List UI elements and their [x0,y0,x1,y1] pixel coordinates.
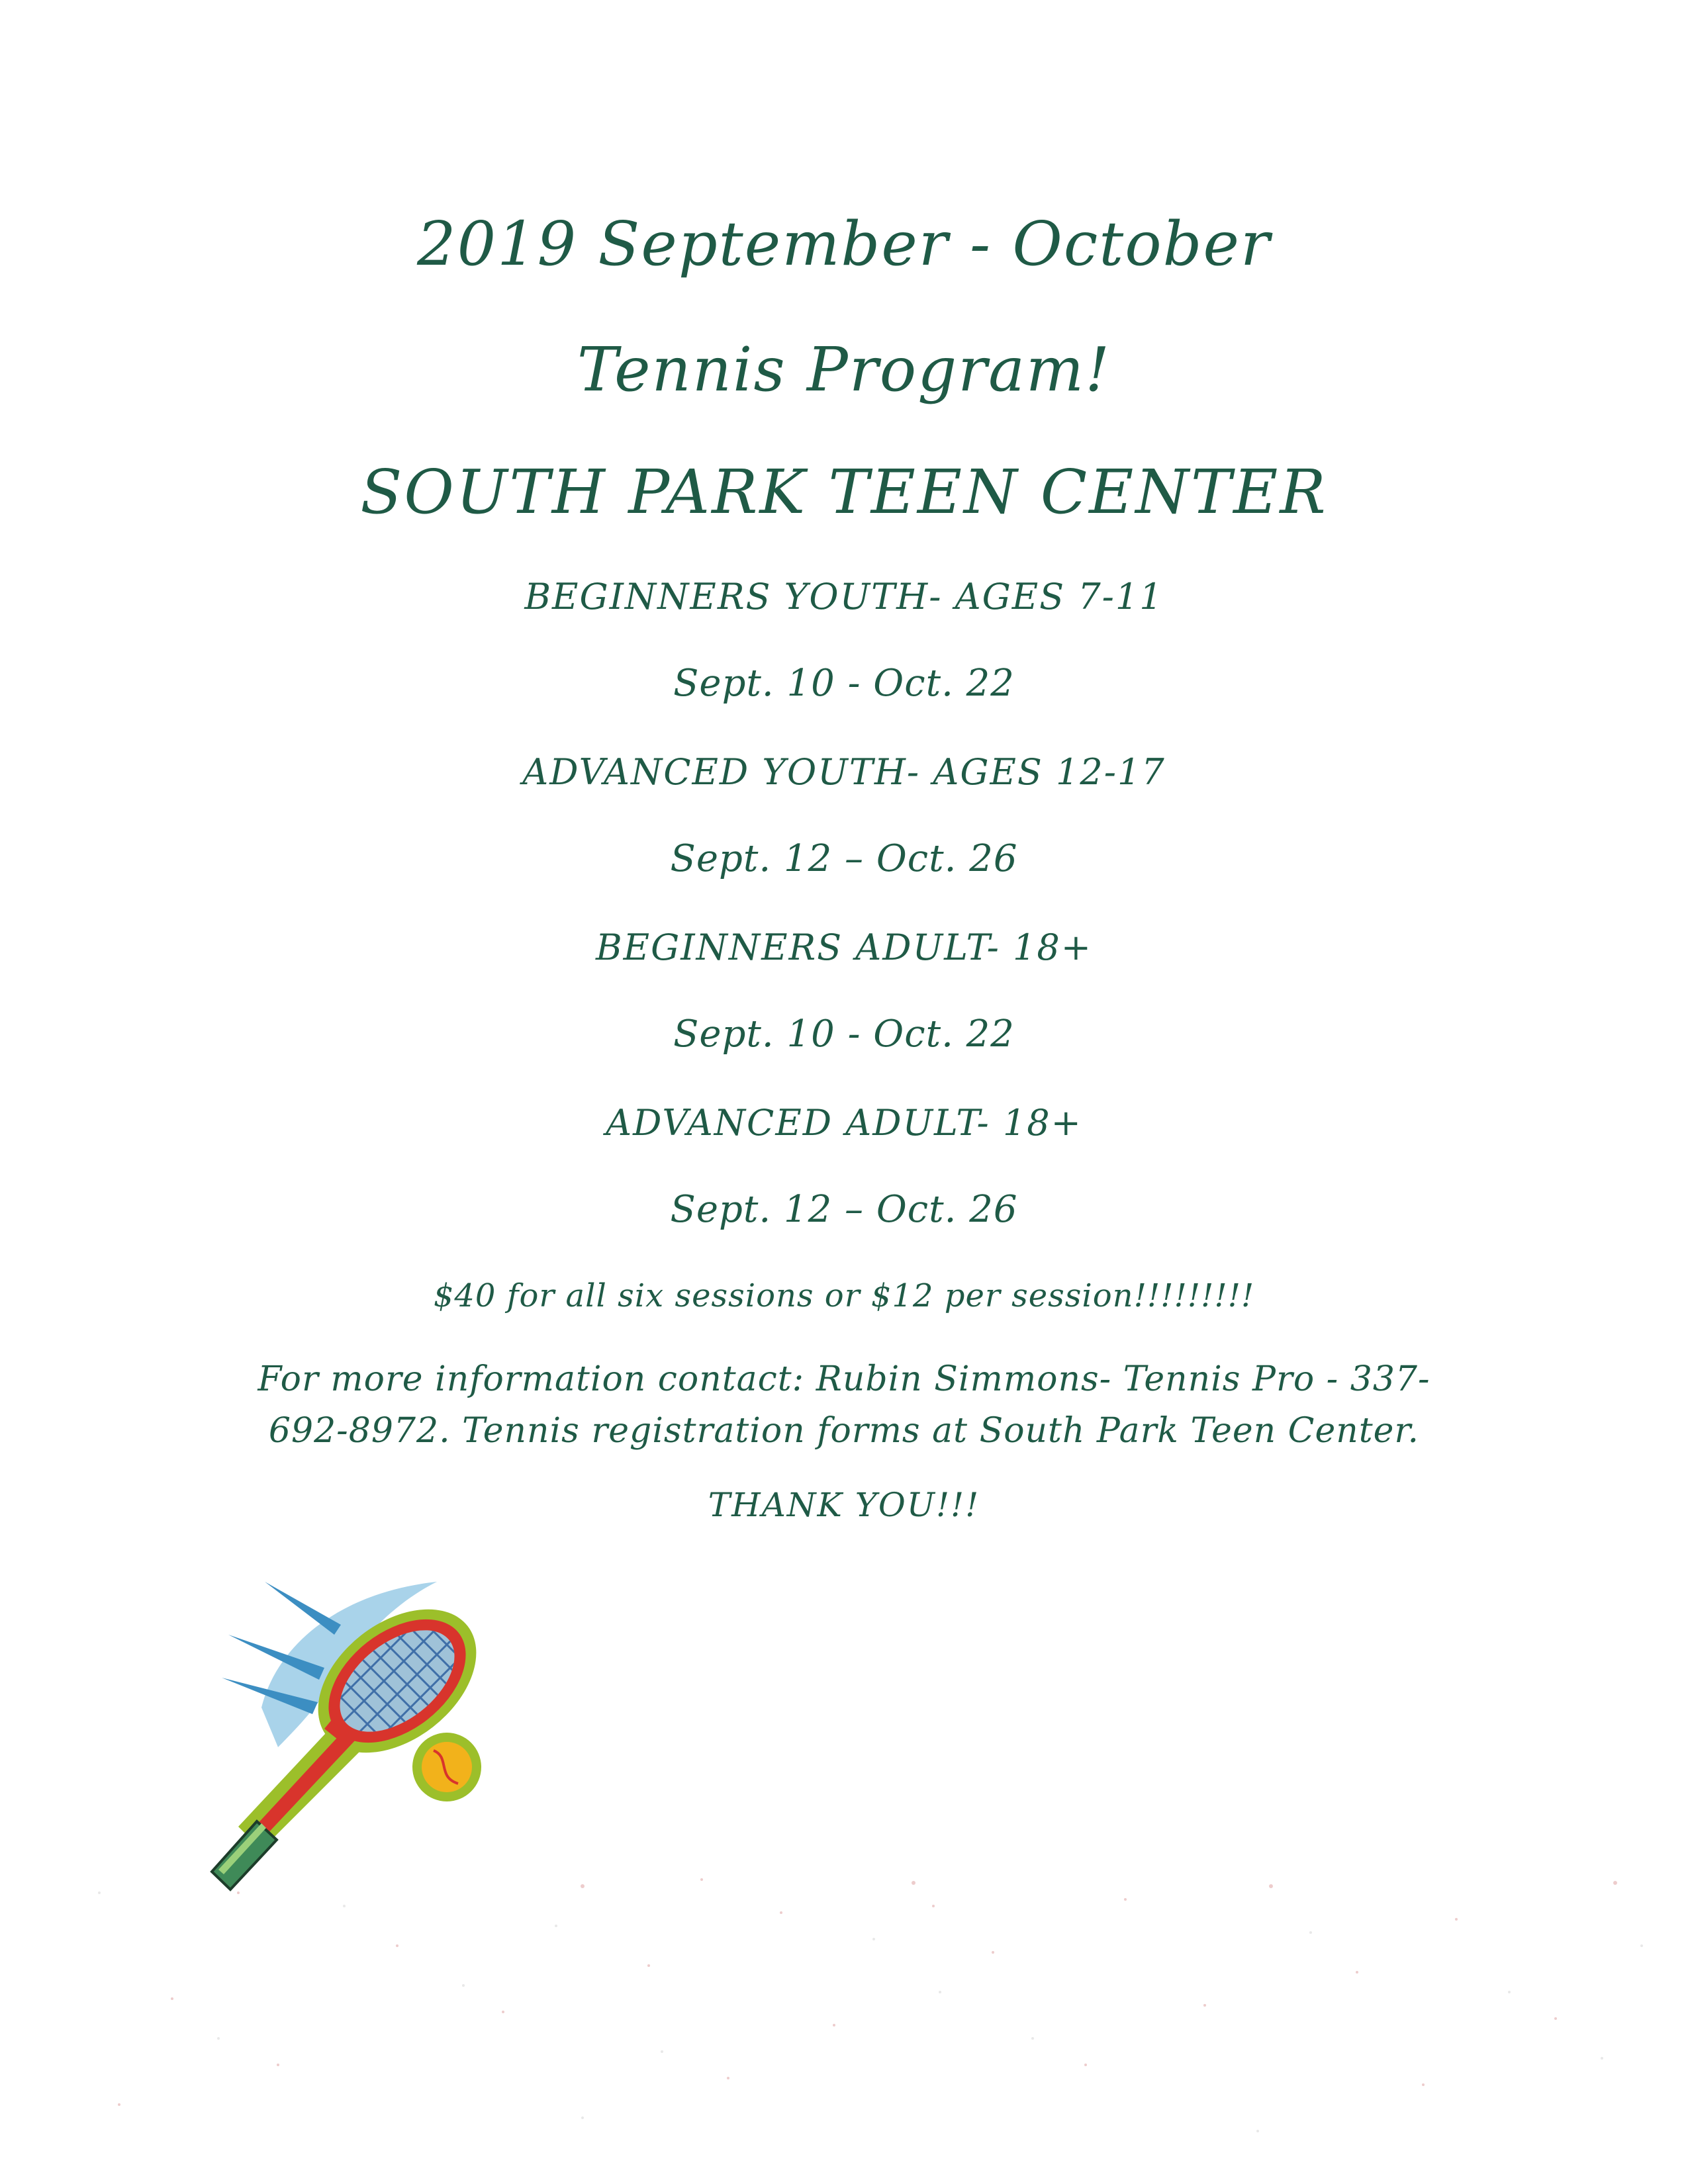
program-dates-advanced-youth: Sept. 12 – Oct. 26 [670,837,1018,880]
racket-shaft [255,1729,356,1837]
program-category-advanced-youth: ADVANCED YOUTH- AGES 12-17 [522,751,1166,793]
scan-speckle-pattern [0,1866,1688,2184]
program-category-beginners-youth: BEGINNERS YOUTH- AGES 7-11 [524,576,1164,617]
tennis-racket-and-ball-icon [199,1555,569,1899]
tennis-ball [422,1742,472,1792]
title-line-3: SOUTH PARK TEEN CENTER [360,457,1328,527]
program-category-advanced-adult: ADVANCED ADULT- 18+ [606,1102,1082,1144]
title-line-1: 2019 September - October [417,208,1271,279]
contact-info: For more information contact: Rubin Simmons- Tennis Pro - 337-692-8972. Tennis registration forms at South Park Teen Center. [258,1359,1430,1451]
title-line-2: Tennis Program! [577,334,1111,405]
program-dates-advanced-adult: Sept. 12 – Oct. 26 [670,1188,1018,1231]
motion-line-1 [265,1582,341,1635]
program-dates-beginners-youth: Sept. 10 - Oct. 22 [673,662,1015,705]
thank-you-text: THANK YOU!!! [708,1486,980,1524]
price-text: $40 for all six sessions or $12 per session!!!!!!!!! [433,1277,1255,1314]
program-dates-beginners-adult: Sept. 10 - Oct. 22 [673,1013,1015,1056]
program-category-beginners-adult: BEGINNERS ADULT- 18+ [596,927,1092,968]
